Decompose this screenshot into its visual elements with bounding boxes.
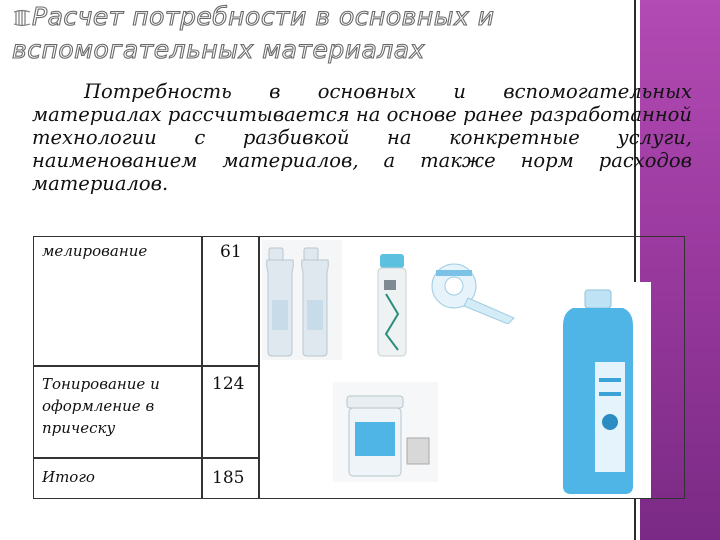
table-row-divider-2: [33, 457, 259, 459]
table-row-value: 124: [212, 374, 245, 394]
powder-tub-image: [333, 382, 438, 482]
foil-roll-image: [428, 260, 520, 324]
clear-bottles-image: [262, 240, 342, 360]
spray-can-image: [372, 254, 412, 358]
table-row-divider-1: [33, 365, 259, 367]
title-line-2: вспомогательных материалах: [12, 35, 425, 64]
slide-title: [12, 0, 632, 66]
table-row-label: Итого: [42, 468, 95, 486]
blue-bottle-image: [545, 282, 651, 498]
title-line-1: Расчет потребности в основных и: [32, 2, 495, 31]
table-row-label: мелирование: [42, 242, 148, 260]
table-column-divider-2: [258, 236, 260, 499]
table-row-value: 185: [212, 468, 245, 488]
table-row-value: 61: [220, 242, 242, 262]
body-paragraph: Потребность в основных и вспомогательных материалах рассчитывается на основе ранее разработанной технологии с разбивкой на конкретные услуги, наименованием материалов, а также норм расходов материалов.: [32, 80, 692, 195]
table-row-label: Тонирование и оформление в прическу: [42, 375, 160, 437]
table-column-divider-1: [201, 236, 203, 499]
